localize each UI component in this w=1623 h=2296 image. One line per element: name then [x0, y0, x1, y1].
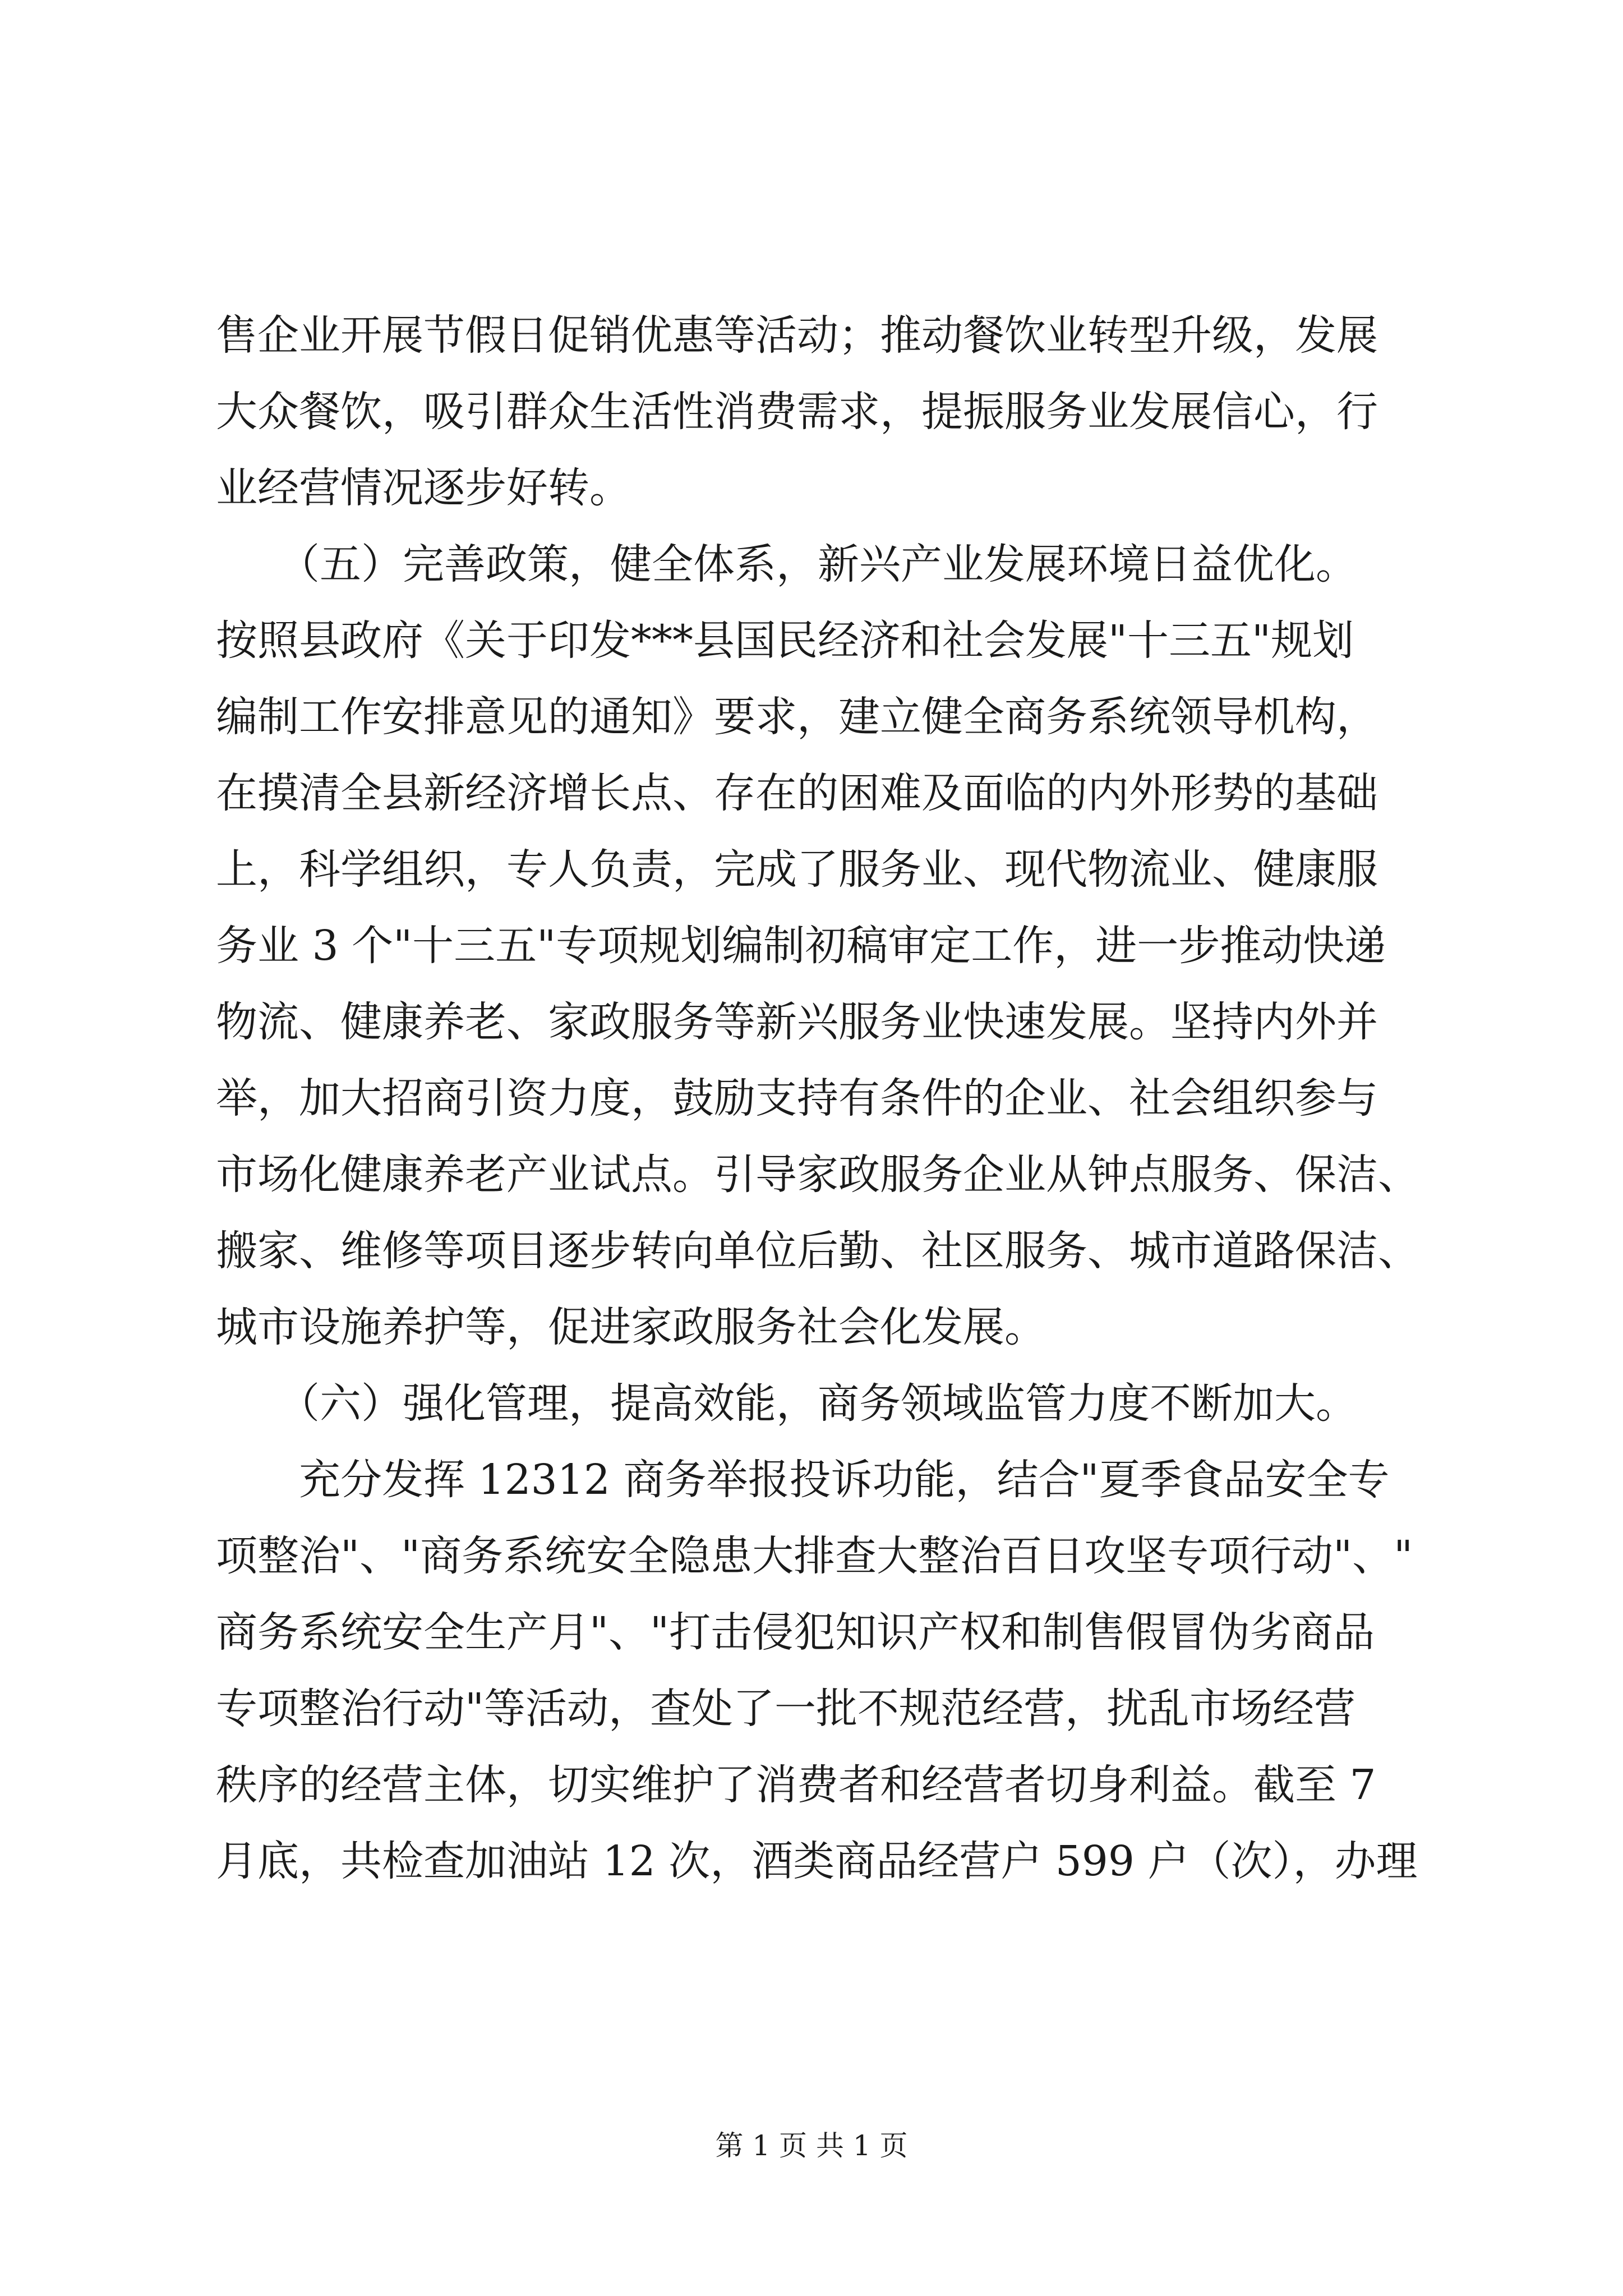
text-line: 月底，共检查加油站 12 次，酒类商品经营户 599 户（次），办理 — [216, 1837, 1418, 1885]
text-line: 大众餐饮，吸引群众生活性消费需求，提振服务业发展信心，行 — [216, 388, 1378, 436]
text-line: 商务系统安全生产月"、"打击侵犯知识产权和制售假冒伪劣商品 — [216, 1608, 1375, 1657]
text-line: 物流、健康养老、家政服务等新兴服务业快速发展。坚持内外并 — [216, 998, 1378, 1046]
text-line: 编制工作安排意见的通知》要求，建立健全商务系统领导机构， — [216, 693, 1378, 741]
text-line: 城市设施养护等，促进家政服务社会化发展。 — [216, 1303, 1046, 1351]
text-line: 业经营情况逐步好转。 — [216, 464, 631, 512]
page-footer: 第 1 页 共 1 页 — [715, 2129, 908, 2162]
text-line: 售企业开展节假日促销优惠等活动；推动餐饮业转型升级，发展 — [216, 311, 1378, 360]
text-line: 按照县政府《关于印发***县国民经济和社会发展"十三五"规划 — [216, 616, 1354, 665]
text-line: 在摸清全县新经济增长点、存在的困难及面临的内外形势的基础 — [216, 769, 1378, 817]
text-line: 务业 3 个"十三五"专项规划编制初稿审定工作，进一步推动快递 — [216, 922, 1386, 970]
text-line: 市场化健康养老产业试点。引导家政服务企业从钟点服务、保洁、 — [216, 1151, 1419, 1199]
text-line: 充分发挥 12312 商务举报投诉功能，结合"夏季食品安全专 — [216, 1456, 1390, 1504]
section-heading-line: （六）强化管理，提高效能，商务领域监管力度不断加大。 — [216, 1379, 1357, 1428]
body-text — [216, 297, 1438, 1899]
text-line: 搬家、维修等项目逐步转向单位后勤、社区服务、城市道路保洁、 — [216, 1227, 1419, 1275]
text-line: 专项整治行动"等活动，查处了一批不规范经营，扰乱市场经营 — [216, 1685, 1356, 1733]
text-line: 秩序的经营主体，切实维护了消费者和经营者切身利益。截至 7 — [216, 1761, 1376, 1809]
text-line: 上，科学组织，专人负责，完成了服务业、现代物流业、健康服 — [216, 845, 1378, 894]
section-heading-line: （五）完善政策，健全体系，新兴产业发展环境日益优化。 — [216, 540, 1357, 588]
text-line: 举，加大招商引资力度，鼓励支持有条件的企业、社会组织参与 — [216, 1074, 1378, 1122]
text-line: 项整治"、"商务系统安全隐患大排查大整治百日攻坚专项行动"、" — [216, 1532, 1413, 1580]
